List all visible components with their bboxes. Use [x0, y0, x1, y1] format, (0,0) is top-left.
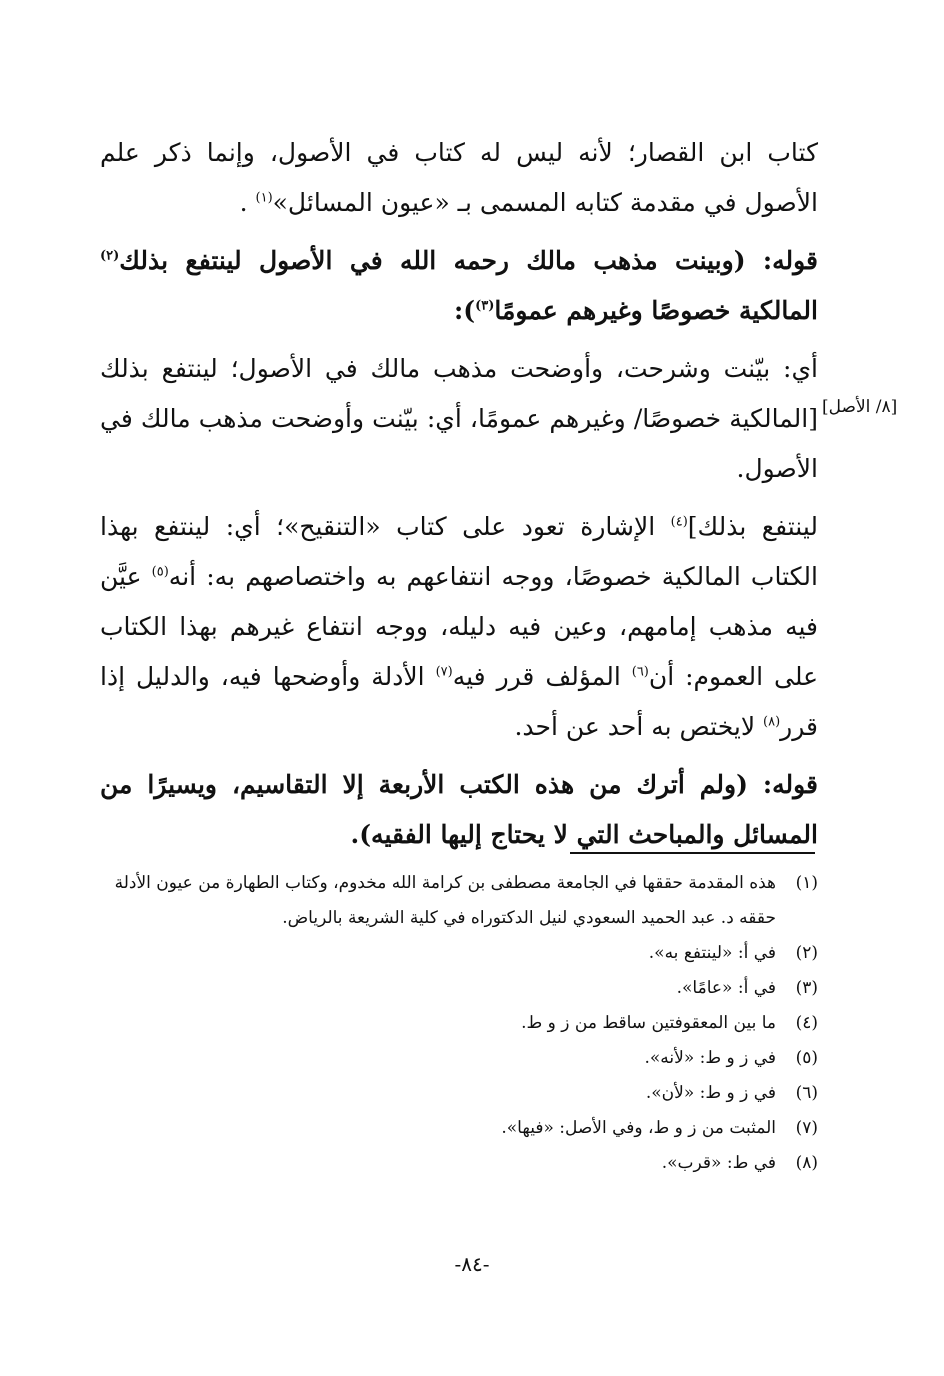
footnote-number: (٣)	[795, 978, 818, 998]
paragraph-text: الإشارة تعود على كتاب «التنقيح»؛ أي: لينتفع بهذا الكتاب المالكية خصوصًا، ووجه انتفاعهم به واختصاصهم به: أنه	[100, 512, 818, 591]
footnote	[100, 936, 818, 971]
footnote-marker: (٦)	[631, 664, 649, 680]
footnote-number: (١)	[795, 873, 818, 893]
footnote	[100, 1146, 818, 1181]
footnote-text: هذه المقدمة حققها في الجامعة مصطفى بن كرامة الله مخدوم، وكتاب الطهارة من عيون الأدلة حققه د. عبد الحميد السعودي لنيل الدكتوراه في كلية الشريعة بالرياض.	[114, 873, 776, 928]
footnote-number: (٧)	[795, 1118, 818, 1138]
paragraph-text: المالكية خصوصًا وغيرهم عمومًا	[494, 296, 818, 325]
main-text	[100, 128, 818, 868]
footnote-text: ما بين المعقوفتين ساقط من ز و ط.	[521, 1013, 776, 1033]
footnote	[100, 971, 818, 1006]
footnote-number: (٤)	[795, 1013, 818, 1033]
footnote-text: في ز و ط: «لأنه».	[644, 1048, 776, 1068]
footnote	[100, 866, 818, 936]
paragraph-text: ):	[454, 296, 476, 325]
footnote-number: (٨)	[795, 1153, 818, 1173]
footnote-text: في ز و ط: «لأن».	[645, 1083, 776, 1103]
paragraph	[100, 502, 818, 752]
footnote-text: في أ: «لينتفع به».	[648, 943, 776, 963]
page-number: -٨٤-	[454, 1252, 490, 1276]
footnote	[100, 1076, 818, 1111]
paragraph	[100, 128, 818, 228]
footnote-marker: (١)	[255, 190, 273, 206]
footnote-separator	[570, 852, 815, 854]
paragraph-text: .	[239, 188, 256, 217]
paragraph-text: لينتفع بذلك]	[687, 512, 818, 541]
footnote-marker: (٨)	[763, 714, 781, 730]
footnote-marker: (٣)	[475, 298, 495, 314]
paragraph-text: عيَّن فيه مذهب إمامهم، وعين فيه دليله، ووجه انتفاع غيرهم بهذا الكتاب على العموم: أن	[100, 562, 819, 691]
footnote-number: (٢)	[795, 943, 818, 963]
footnote-marker: (٧)	[435, 664, 453, 680]
paragraph-text: كتاب ابن القصار؛ لأنه ليس له كتاب في الأصول، وإنما ذكر علم الأصول في مقدمة كتابه المسمى بـ «عيون المسائل»	[100, 138, 818, 217]
footnote	[100, 1006, 818, 1041]
footnote-text: في أ: «عامًا».	[676, 978, 776, 998]
margin-note: [٨/ الأصل]	[822, 397, 898, 417]
footnote-marker: (٥)	[151, 564, 169, 580]
paragraph	[100, 344, 818, 494]
paragraph	[100, 760, 818, 860]
paragraph	[100, 236, 818, 336]
paragraph-text: قوله: (وبينت مذهب مالك رحمه الله في الأصول لينتفع بذلك	[119, 246, 818, 275]
footnote	[100, 1041, 818, 1076]
paragraph-text: قوله: (ولم أترك من هذه الكتب الأربعة إلا التقاسيم، ويسيرًا من المسائل والمباحث التي لا يحتاج إليها الفقيه).	[100, 770, 818, 849]
paragraph-text: لايختص به أحد عن أحد.	[514, 712, 764, 741]
footnote-text: المثبت من ز و ط، وفي الأصل: «فيها».	[501, 1118, 776, 1138]
footnote-text: في ط: «قرب».	[661, 1153, 776, 1173]
footnote-marker: (٢)	[100, 248, 120, 264]
paragraph-text: الأدلة وأوضحها فيه، والدليل إذا قرر	[100, 662, 818, 741]
footnote-number: (٦)	[795, 1083, 818, 1103]
footnotes	[100, 866, 818, 1181]
footnote	[100, 1111, 818, 1146]
footnote-marker: (٤)	[670, 514, 688, 530]
paragraph-text: أي: بيّنت وشرحت، وأوضحت مذهب مالك في الأصول؛ لينتفع بذلك [المالكية خصوصًا/ وغيرهم عمومًا، أي: بيّنت وأوضحت مذهب مالك في الأصول.	[100, 354, 818, 483]
paragraph-text: المؤلف قرر فيه	[452, 662, 632, 691]
footnote-number: (٥)	[795, 1048, 818, 1068]
